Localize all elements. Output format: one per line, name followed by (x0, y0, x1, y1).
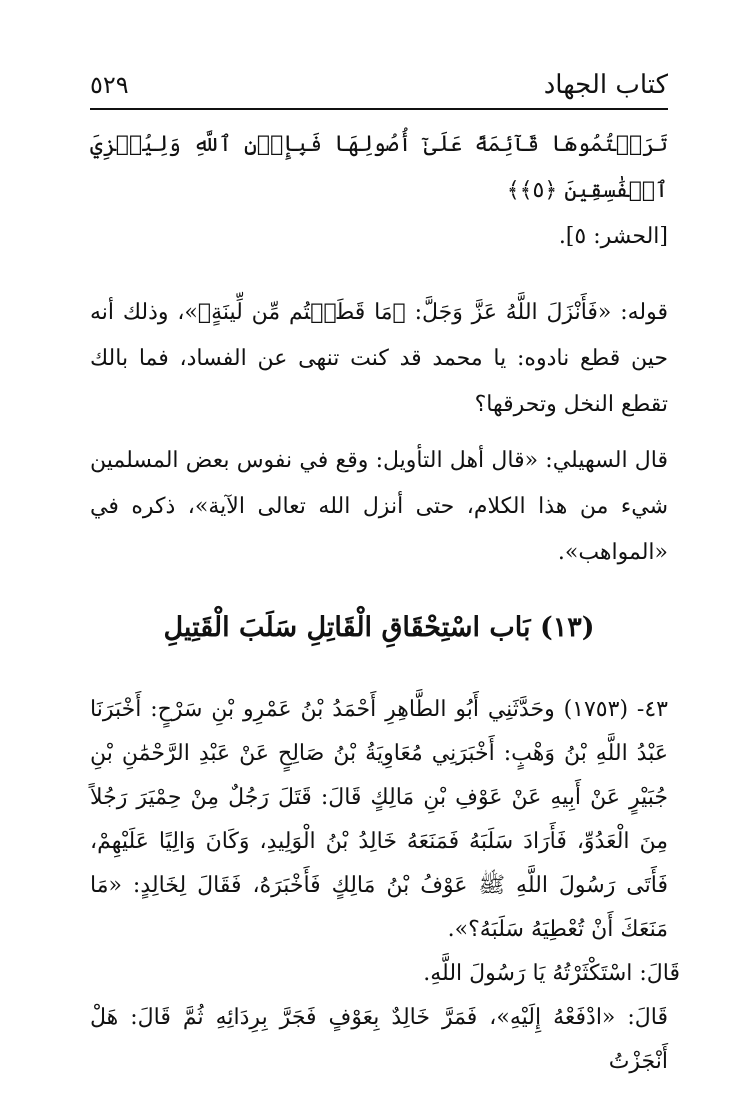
page-header (90, 62, 668, 110)
quran-reference: [الحشر: ٥]. (558, 224, 668, 249)
commentary-section (90, 290, 668, 576)
hadith-paragraph: ٤٣- (١٧٥٣) وحَدَّثَنِي أَبُو الطَّاهِرِ أَحْمَدُ بْنُ عَمْرِو بْنِ سَرْحٍ: أَخْبَرَنَا عَبْدُ اللَّهِ بْنُ وَهْبٍ: أَخْبَرَنِي مُعَاوِيَةُ بْنُ صَالِحٍ عَنْ عَبْدِ الرَّحْمَٰنِ بْنِ جُبَيْرٍ عَنْ أَبِيهِ عَنْ عَوْفِ بْنِ مَالِكٍ قَالَ: قَتَلَ رَجُلٌ مِنْ حِمْيَرَ رَجُلاً مِنَ الْعَدُوِّ، فَأَرَادَ سَلَبَهُ فَمَنَعَهُ خَالِدُ بْنُ الْوَلِيدِ، وَكَانَ وَالِيًا عَلَيْهِمْ، فَأَتَى رَسُولَ اللَّهِ ﷺ عَوْفُ بْنُ مَالِكٍ فَأَخْبَرَهُ، فَقَالَ لِخَالِدٍ: «مَا مَنَعَكَ أَنْ تُعْطِيَهُ سَلَبَهُ؟». (90, 697, 668, 942)
commentary-paragraph: قوله: «فَأَنْزَلَ اللَّهُ عَزَّ وَجَلَّ: ﴿مَا قَطَعۡتُم مِّن لِّينَةٍ﴾»، وذلك أنه حين قطع نادوه: يا محمد قد كنت تنهى عن الفساد، فما بالك تقطع النخل وتحرقها؟ (90, 300, 668, 417)
chapter-heading: (١٣) بَاب اسْتِحْقَاقِ الْقَاتِلِ سَلَبَ الْقَتِيلِ (163, 612, 595, 643)
hadith-section (90, 688, 680, 1084)
page-number: ٥٢٩ (90, 71, 129, 99)
quran-verse-line: تَرَكۡتُمُوهَا قَآئِمَةً عَلَىٰٓ أُصُولِهَا فَبِإِذۡنِ ٱللَّهِ وَلِيُخۡزِيَ ٱلۡفَٰسِقِينَ ﴿٥﴾﴾ (90, 132, 668, 203)
hadith-paragraph: قَالَ: «ادْفَعْهُ إِلَيْهِ»، فَمَرَّ خَالِدٌ بِعَوْفٍ فَجَرَّ بِرِدَائِهِ ثُمَّ قَالَ: هَلْ أَنْجَزْتُ (90, 1005, 668, 1074)
quran-block (90, 122, 668, 260)
hadith-paragraph: قَالَ: اسْتَكْثَرْتُهُ يَا رَسُولَ اللَّهِ. (423, 961, 680, 986)
commentary-paragraph: قال السهيلي: «قال أهل التأويل: وقع في نفوس بعض المسلمين شيء من هذا الكلام، حتى أنزل الله تعالى الآية»، ذكره في «المواهب». (90, 448, 668, 565)
running-title: كتاب الجهاد (543, 70, 668, 100)
